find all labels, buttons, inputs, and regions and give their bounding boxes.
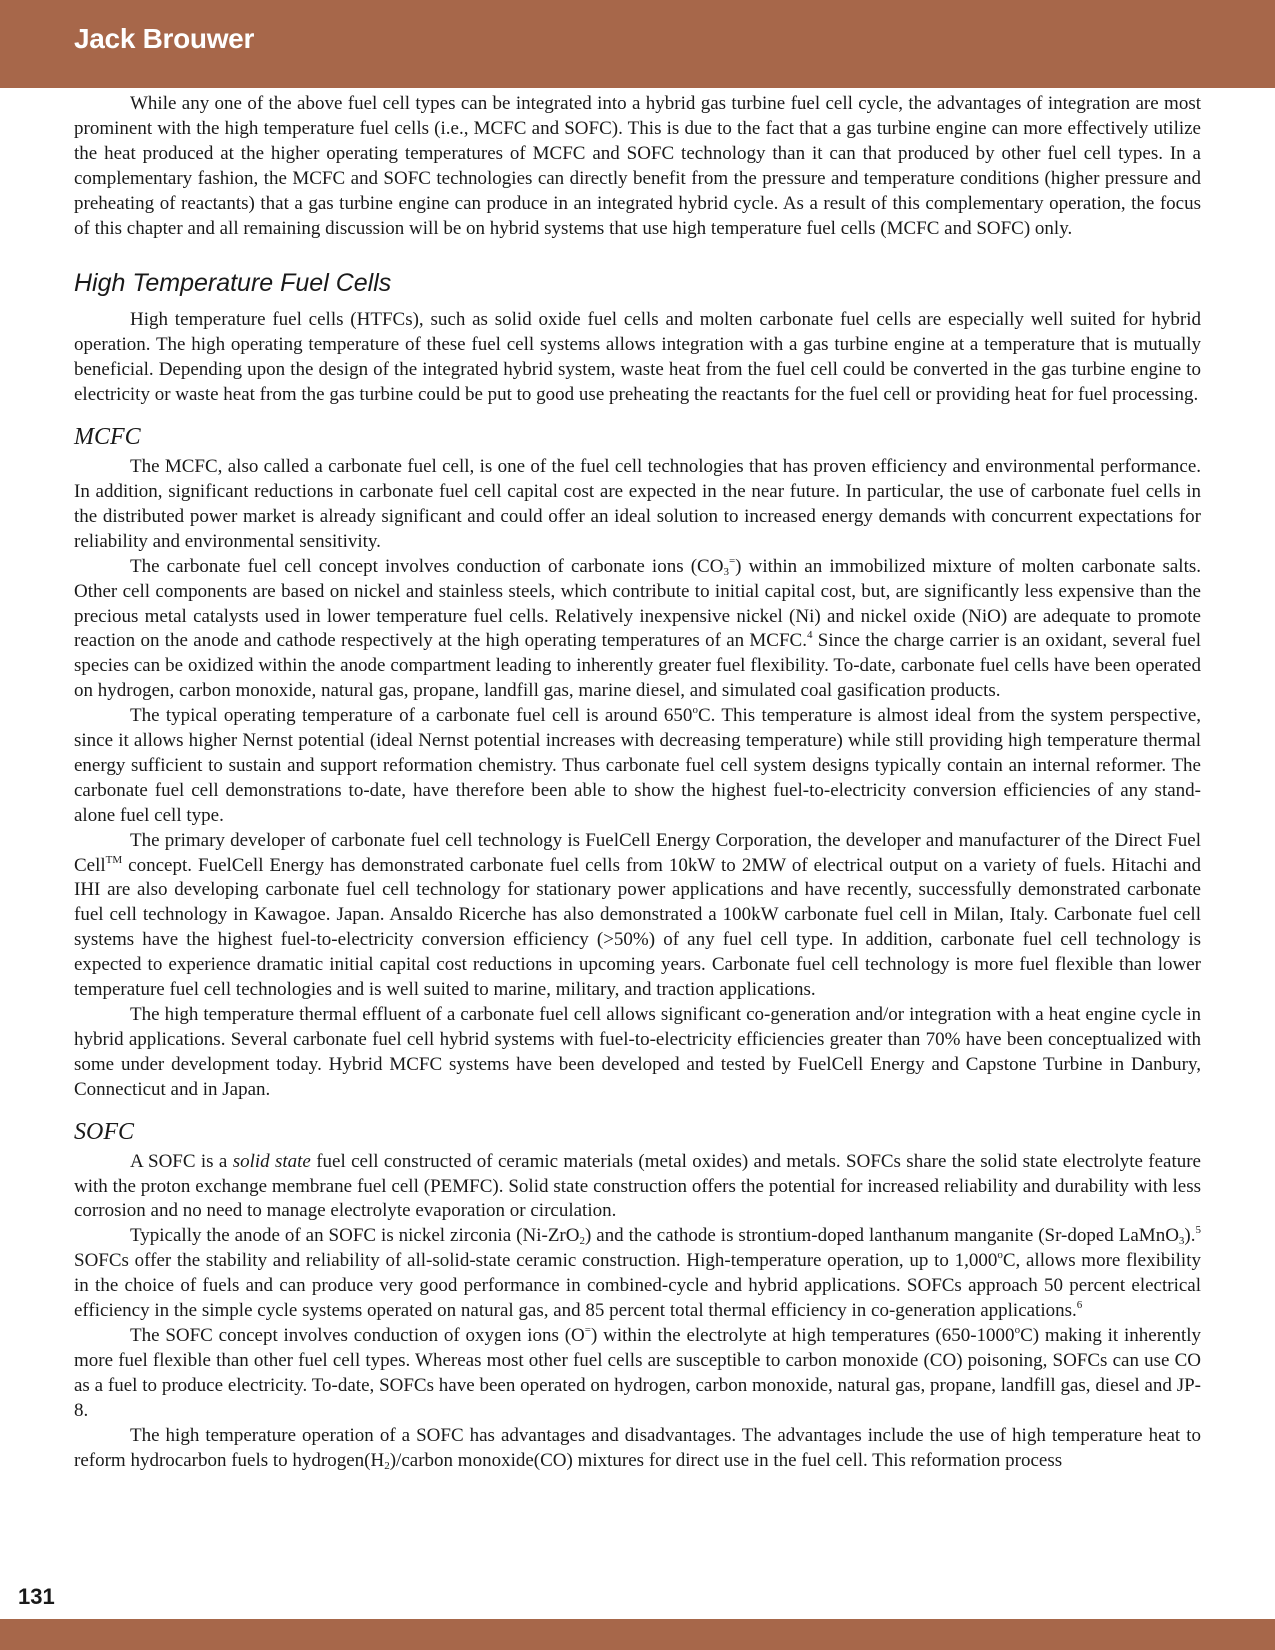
page-number: 131: [18, 1584, 55, 1609]
superscript: =: [584, 1323, 591, 1336]
footer-band: [0, 1619, 1275, 1650]
subsection-heading-mcfc: MCFC: [74, 424, 141, 451]
page-content: [74, 92, 1201, 1473]
text-run: The high temperature operation of a SOFC has advantages and disadvantages. The advantages include the use of high temperature heat to reform hydrocarbon fuels to hydrogen(H: [74, 1424, 1201, 1471]
text-run: The carbonate fuel cell concept involves conduction of carbonate ions (CO: [130, 555, 724, 577]
text-run: )/carbon monoxide(CO) mixtures for direct use in the fuel cell. This reformation process: [389, 1449, 1063, 1471]
text-run: Since the charge carrier is an oxidant, several fuel species can be oxidized within the anode compartment leading to inherently greater fuel flexibility. To-date, carbonate fuel cells have been operated on hydrogen, carbon monoxide, natural gas, propane, landfill gas, marine diesel, and simulated coal gasification products.: [74, 630, 1202, 702]
text-run: A SOFC is a: [130, 1150, 233, 1172]
author-name: Jack Brouwer: [74, 23, 255, 54]
footnote-ref: 4: [806, 629, 813, 642]
subscript: 3: [723, 565, 729, 578]
text-run: concept. FuelCell Energy has demonstrated carbonate fuel cells from 10kW to 2MW of electrical output on a variety of fuels. Hitachi and IHI are also developing carbonate fuel cell technology for stationary power applications and have recently, successfully demonstrated carbonate fuel cell technology in Kawagoe. Japan. Ansaldo Ricerche has also demonstrated a 100kW carbonate fuel cell in Milan, Italy. Carbonate fuel cell systems have the highest fuel-to-electricity conversion efficiency (>50%) of any fuel cell type. In addition, carbonate fuel cell technology is expected to experience dramatic initial capital cost reductions in upcoming years. Carbonate fuel cell technology is more fuel flexible than lower temperature fuel cell technologies and is well suited to marine, military, and traction applications.: [74, 854, 1201, 1001]
subscript: 3: [1178, 1235, 1185, 1248]
sofc-paragraph-2: [74, 1224, 1201, 1324]
trademark: TM: [105, 853, 123, 866]
sofc-paragraph-3: [74, 1324, 1201, 1424]
mcfc-paragraph-4: [74, 829, 1201, 1003]
text-run: ).: [1184, 1225, 1196, 1247]
degree-mark: o: [997, 1249, 1003, 1262]
mcfc-paragraph-5: The high temperature thermal effluent of a carbonate fuel cell allows significant co-generation and/or integration with a heat engine cycle in hybrid applications. Several carbonate fuel cell hybrid systems with fuel-to-electricity efficiencies greater than 70% have been conceptualized with some under development today. Hybrid MCFC systems have been developed and tested by FuelCell Energy and Capstone Turbine in Danbury, Connecticut and in Japan.: [74, 1004, 1201, 1100]
mcfc-paragraph-3: [74, 704, 1201, 829]
section-heading-htfc: High Temperature Fuel Cells: [74, 269, 392, 298]
text-run: ) within an immobilized mixture of molten carbonate salts. Other cell components are based on nickel and stainless steels, which contribute to initial capital cost, but, are significantly less expensive than the precious metal catalysts used in lower temperature fuel cells. Relatively inexpensive nickel (Ni) and nickel oxide (NiO) are adequate to promote reaction on the anode and cathode respectively at the high operating temperatures of an MCFC.: [74, 555, 1201, 652]
text-run: C. This temperature is almost ideal from the system perspective, since it allows higher Nernst potential (ideal Nernst potential increases with decreasing temperature) while still providing high temperature thermal energy sufficient to sustain and support reformation chemistry. Thus carbonate fuel cell system designs typically contain an internal reformer. The carbonate fuel cell demonstrations to-date, have therefore been able to show the highest fuel-to-electricity conversion efficiencies of any stand-alone fuel cell type.: [74, 705, 1202, 826]
text-run: The SOFC concept involves conduction of oxygen ions (O: [130, 1324, 585, 1346]
text-run: ) within the electrolyte at high temperatures (650-1000: [590, 1324, 1015, 1346]
htfc-paragraph: High temperature fuel cells (HTFCs), such as solid oxide fuel cells and molten carbonate fuel cells are especially well suited for hybrid operation. The high operating temperature of these fuel cell systems allows integration with a gas turbine engine at a temperature that is mutually beneficial. Depending upon the design of the integrated hybrid system, waste heat from the fuel cell could be converted in the gas turbine engine to electricity or waste heat from the gas turbine could be put to good use preheating the reactants for the fuel cell or providing heat for fuel processing.: [74, 309, 1201, 406]
sofc-paragraph-1: [74, 1150, 1201, 1225]
mcfc-paragraph-1: The MCFC, also called a carbonate fuel cell, is one of the fuel cell technologies that has proven efficiency and environmental performance. In addition, significant reductions in carbonate fuel cell capital cost are expected in the near future. In particular, the use of carbonate fuel cells in the distributed power market is already significant and could offer an ideal solution to increased energy demands with concurrent expectations for reliability and environmental sensitivity.: [74, 456, 1201, 552]
text-run: The typical operating temperature of a carbonate fuel cell is around 650: [130, 705, 693, 727]
superscript: =: [728, 554, 736, 567]
subsection-heading-sofc: SOFC: [74, 1118, 134, 1145]
footnote-ref: 5: [1195, 1224, 1201, 1237]
degree-mark: o: [692, 704, 698, 717]
sofc-paragraph-4: [74, 1424, 1201, 1474]
emphasis: solid state: [232, 1150, 311, 1172]
text-run: C) making it inherently more fuel flexible than other fuel cell types. Whereas most other fuel cells are susceptible to carbon monoxide (CO) poisoning, SOFCs can use CO as a fuel to produce electricity. To-date, SOFCs have been operated on hydrogen, carbon monoxide, natural gas, propane, landfill gas, diesel and JP-8.: [74, 1324, 1202, 1421]
subscript: 2: [579, 1235, 585, 1248]
mcfc-paragraph-2: [74, 555, 1201, 704]
text-run: The primary developer of carbonate fuel cell technology is FuelCell Energy Corporation, the developer and manufacturer of the Direct Fuel Cell: [74, 829, 1201, 876]
text-run: fuel cell constructed of ceramic materials (metal oxides) and metals. SOFCs share the solid state electrolyte feature with the proton exchange membrane fuel cell (PEMFC). Solid state construction offers the potential for increased reliability and durability with less corrosion and no need to manage electrolyte evaporation or circulation.: [74, 1150, 1201, 1222]
text-run: ) and the cathode is strontium-doped lanthanum manganite (Sr-doped LaMnO: [584, 1225, 1179, 1247]
text-run: C, allows more flexibility in the choice of fuels and can produce very good performance in combined-cycle and hybrid applications. SOFCs approach 50 percent electrical efficiency in the simple cycle systems operated on natural gas, and 85 percent total thermal efficiency in co-generation applications.: [74, 1250, 1201, 1322]
text-run: Typically the anode of an SOFC is nickel zirconia (Ni-ZrO: [130, 1225, 580, 1247]
footnote-ref: 6: [1076, 1299, 1083, 1312]
degree-mark: o: [1014, 1323, 1021, 1336]
subscript: 2: [384, 1459, 390, 1472]
text-run: SOFCs offer the stability and reliability of all-solid-state ceramic construction. High-temperature operation, up to 1,000: [74, 1250, 998, 1272]
intro-paragraph: While any one of the above fuel cell types can be integrated into a hybrid gas turbine fuel cell cycle, the advantages of integration are most prominent with the high temperature fuel cells (i.e., MCFC and SOFC). This is due to the fact that a gas turbine engine can more effectively utilize the heat produced at the higher operating temperatures of MCFC and SOFC technology than it can that produced by other fuel cell types. In a complementary fashion, the MCFC and SOFC technologies can directly benefit from the pressure and temperature conditions (higher pressure and preheating of reactants) that a gas turbine engine can produce in an integrated hybrid cycle. As a result of this complementary operation, the focus of this chapter and all remaining discussion will be on hybrid systems that use high temperature fuel cells (MCFC and SOFC) only.: [74, 93, 1201, 239]
